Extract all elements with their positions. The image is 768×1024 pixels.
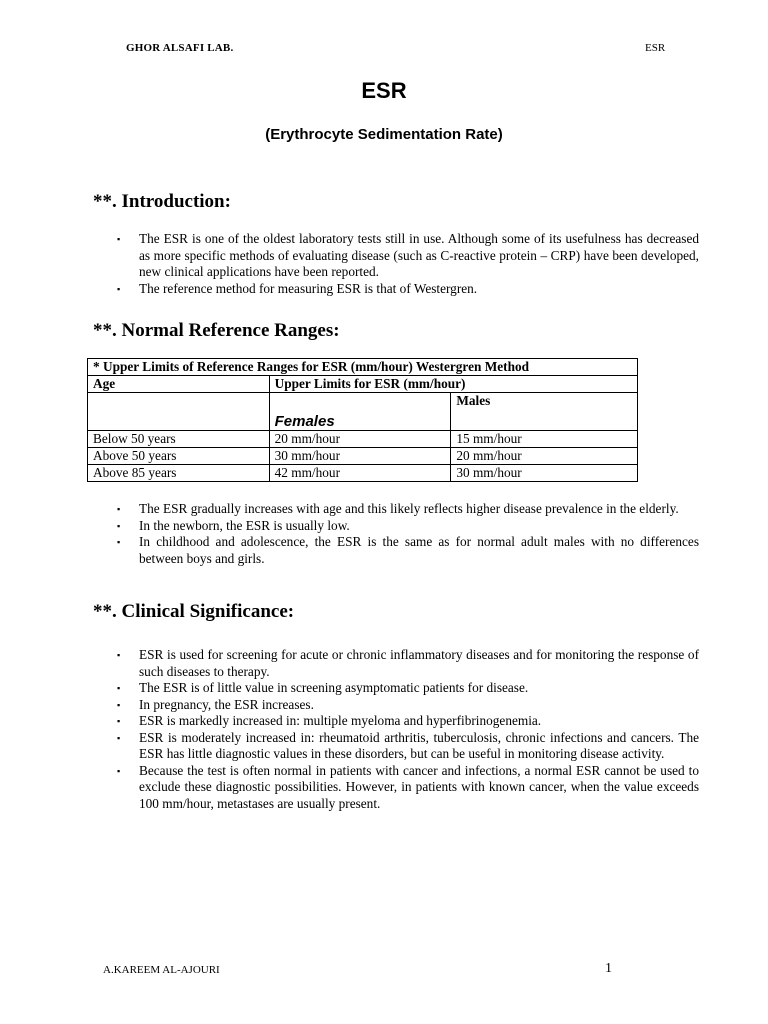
- clinical-heading: **. Clinical Significance:: [93, 601, 295, 622]
- header-lab-name: GHOR ALSAFI LAB.: [126, 42, 234, 54]
- males-cell: 20 mm/hour: [451, 448, 638, 465]
- males-cell: 15 mm/hour: [451, 431, 638, 448]
- limits-column-header: Upper Limits for ESR (mm/hour): [269, 376, 637, 393]
- table-header-row: [88, 376, 638, 393]
- footer-author: A.KAREEM AL-AJOURI: [103, 964, 220, 976]
- bullet-square-icon: ▪: [117, 683, 121, 693]
- ranges-heading: **. Normal Reference Ranges:: [93, 320, 340, 341]
- clinical-bullet-list: [117, 647, 699, 812]
- bullet-square-icon: ▪: [117, 765, 121, 776]
- males-cell: 30 mm/hour: [451, 465, 638, 482]
- bullet-square-icon: ▪: [117, 716, 121, 726]
- page-title: ESR: [361, 78, 407, 103]
- list-item: ▪ ESR is markedly increased in: multiple myeloma and hyperfibrinogenemia.: [117, 713, 542, 728]
- bullet-square-icon: ▪: [117, 650, 121, 660]
- table-caption: * Upper Limits of Reference Ranges for ESR (mm/hour) Westergren Method: [88, 359, 638, 376]
- list-item: ▪ ESR is used for screening for acute or chronic inflammatory diseases and for monitoring the response of such diseases to therapy.: [117, 647, 699, 679]
- list-item: ▪ Because the test is often normal in patients with cancer and infections, a normal ESR cannot be used to exclude these diagnostic possibilities. However, in patients with known cancer, when the value exceeds 100 mm/hour, metastases are usually present.: [117, 762, 699, 811]
- females-cell: 20 mm/hour: [269, 431, 451, 448]
- age-cell: Below 50 years: [88, 431, 270, 448]
- list-item: ▪ In pregnancy, the ESR increases.: [117, 696, 314, 712]
- bullet-square-icon: ▪: [117, 699, 121, 710]
- table-row: [88, 465, 638, 482]
- list-item: ▪ The ESR is of little value in screening asymptomatic patients for disease.: [117, 680, 529, 695]
- page-subtitle: (Erythrocyte Sedimentation Rate): [265, 126, 503, 143]
- header-topic: ESR: [645, 42, 666, 54]
- bullet-square-icon: ▪: [117, 520, 121, 531]
- females-cell: 42 mm/hour: [269, 465, 451, 482]
- age-column-header: Age: [88, 376, 270, 393]
- reference-range-table: [87, 358, 638, 482]
- bullet-square-icon: ▪: [117, 283, 121, 294]
- age-cell: Above 85 years: [88, 465, 270, 482]
- list-item: ▪ The reference method for measuring ESR is that of Westergren.: [117, 280, 478, 296]
- bullet-square-icon: ▪: [117, 537, 121, 547]
- list-item: ▪ In the newborn, the ESR is usually low.: [117, 517, 350, 533]
- bullet-square-icon: ▪: [117, 504, 121, 514]
- males-column-header: Males: [451, 393, 638, 431]
- females-cell: 30 mm/hour: [269, 448, 451, 465]
- bullet-square-icon: ▪: [117, 732, 121, 743]
- ranges-bullet-list: [117, 501, 699, 567]
- list-item: ▪ The ESR gradually increases with age and this likely reflects higher disease prevalence in the elderly.: [117, 501, 679, 516]
- intro-heading: **. Introduction:: [93, 191, 231, 212]
- bullet-square-icon: ▪: [117, 234, 121, 244]
- list-item: ▪ ESR is moderately increased in: rheumatoid arthritis, tuberculosis, chronic infections and cancers. The ESR has little diagnostic values in these disorders, but can be useful in monitoring disease activity.: [117, 729, 699, 761]
- footer-page-number: 1: [605, 961, 612, 976]
- table-subheader-row: [88, 393, 638, 431]
- age-cell: Above 50 years: [88, 448, 270, 465]
- table-row: [88, 448, 638, 465]
- list-item: ▪ The ESR is one of the oldest laboratory tests still in use. Although some of its usefulness has decreased as more specific methods of evaluating disease (such as C-reactive protein – CRP) have been developed, new clinical applications have been reported.: [117, 231, 699, 279]
- list-item: ▪ In childhood and adolescence, the ESR is the same as for normal adult males with no differences between boys and girls.: [117, 534, 699, 566]
- females-column-header: Females: [274, 413, 335, 430]
- table-row: [88, 431, 638, 448]
- table-caption-row: [88, 359, 638, 376]
- intro-bullet-list: [117, 231, 699, 297]
